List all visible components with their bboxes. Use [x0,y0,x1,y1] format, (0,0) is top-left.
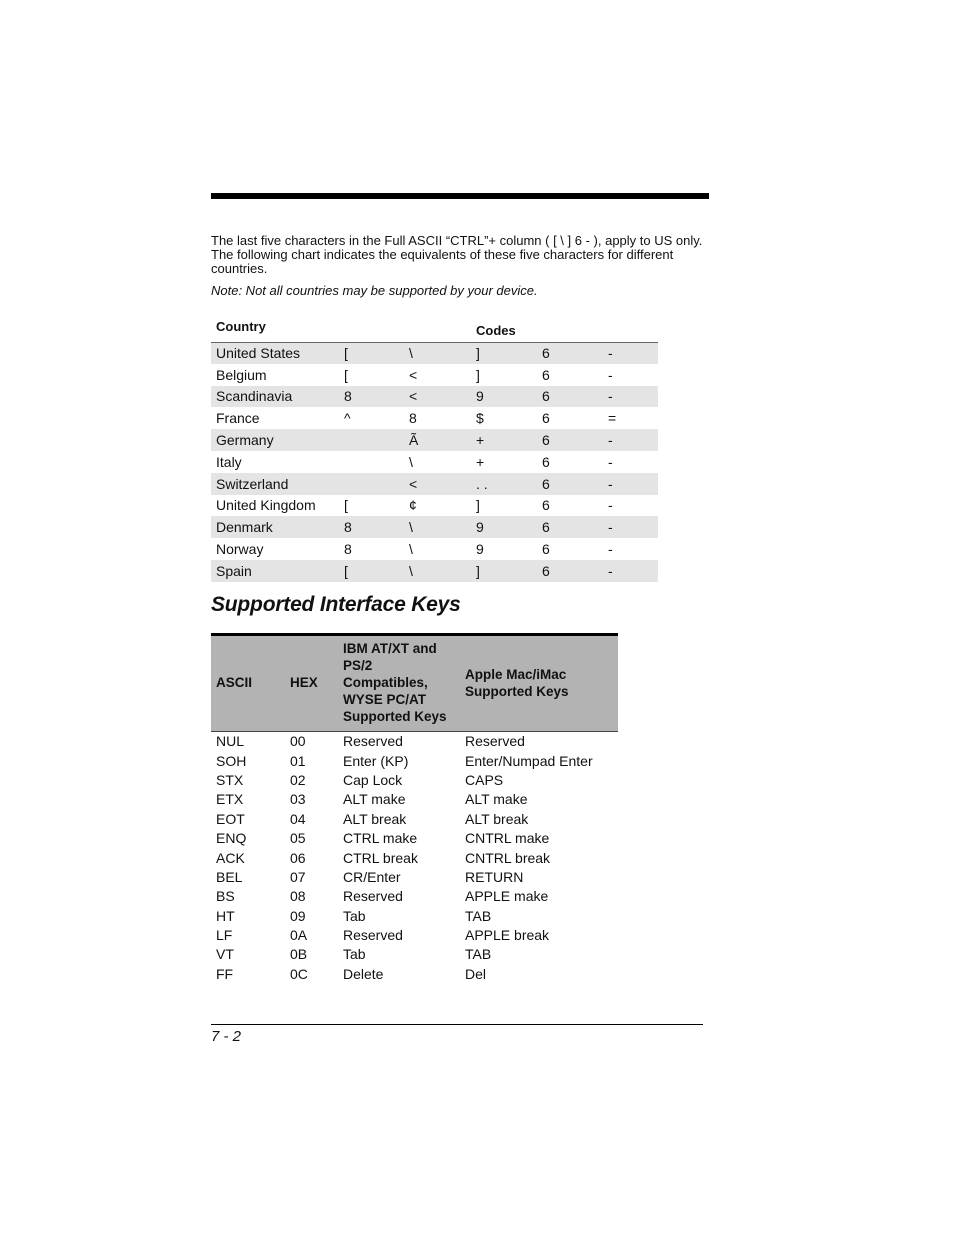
key-row-cell: Tab [343,907,366,924]
country-row [211,473,658,495]
country-row-cell: 6 [542,366,550,383]
country-row-cell: = [608,410,617,427]
key-row-cell: BS [216,888,235,905]
key-row-cell: STX [216,771,244,788]
key-row-cell: Reserved [343,733,403,750]
country-row-cell: United Kingdom [216,497,316,514]
country-row-cell: - [608,432,613,449]
country-table-header [211,318,658,342]
ibm-header: IBM AT/XT and PS/2 Compatibles, WYSE PC/AT Supported Keys [343,641,447,724]
country-row-cell: < [409,475,418,492]
note-text: Note: Not all countries may be supported by your device. [211,283,538,298]
page-number: 7 - 2 [211,1028,242,1045]
key-row-cell: Tab [343,946,366,963]
country-row-cell: [ [344,345,348,362]
country-row [211,560,658,582]
key-row [211,828,618,847]
country-row-cell: 8 [344,388,352,405]
country-row [211,364,658,386]
key-row-cell: ALT break [343,810,407,827]
country-row-cell: ] [476,562,480,579]
country-row [211,495,658,517]
key-row-cell: SOH [216,752,247,769]
key-row-cell: 05 [290,830,306,847]
key-row-cell: Cap Lock [343,771,403,788]
key-row-cell: Reserved [343,888,403,905]
hex-header: HEX [290,675,318,690]
country-row-cell: < [409,366,418,383]
key-row [211,732,618,751]
country-row-cell: 6 [542,432,550,449]
key-row-cell: Reserved [343,927,403,944]
country-row [211,538,658,560]
key-row-cell: Del [465,965,487,982]
country-row-cell: - [608,541,613,558]
country-row-cell: + [476,432,485,449]
key-row-cell: RETURN [465,868,524,885]
key-row-cell: 09 [290,907,306,924]
key-row-cell: 02 [290,771,306,788]
key-row-cell: Reserved [465,733,525,750]
country-row-cell: \ [409,562,413,579]
country-row-cell: < [409,388,418,405]
country-row-cell: 6 [542,519,550,536]
key-row-cell: ALT make [465,791,528,808]
key-row [211,790,618,809]
interface-keys-table [211,633,618,984]
key-row-cell: CAPS [465,771,504,788]
key-row [211,848,618,867]
key-row-cell: VT [216,946,234,963]
country-row-cell: [ [344,562,348,579]
key-row-cell: CTRL break [343,849,418,866]
country-row-cell: ^ [344,410,351,427]
country-row-cell: Scandinavia [216,388,293,405]
country-row [211,451,658,473]
country-row-cell: ] [476,366,480,383]
key-row-cell: Enter (KP) [343,752,409,769]
key-row-cell: HT [216,907,235,924]
country-row-cell: 6 [542,562,550,579]
intro-paragraph: The last five characters in the Full ASCII “CTRL”+ column ( [ \ ] 6 - ), apply to US only. The following chart indicates the equivalents of these five characters for different countries. [211,233,703,276]
key-row-cell: 08 [290,888,306,905]
country-codes-table [211,318,658,582]
key-row-cell: CR/Enter [343,868,401,885]
country-row-cell: 6 [542,410,550,427]
key-row [211,770,618,789]
country-row-cell: \ [409,519,413,536]
key-row-cell: BEL [216,868,243,885]
country-row-cell: ] [476,497,480,514]
key-row-cell: APPLE break [465,927,550,944]
apple-header: Apple Mac/iMac Supported Keys [465,666,569,699]
country-row [211,429,658,451]
country-row-cell: - [608,497,613,514]
country-row-cell: Belgium [216,366,267,383]
country-row-cell: 6 [542,453,550,470]
country-row-cell: 8 [409,410,417,427]
key-row-cell: TAB [465,907,492,924]
country-row-cell: Italy [216,453,242,470]
country-row-cell: 9 [476,541,484,558]
key-row-cell: CTRL make [343,830,418,847]
country-row-cell: \ [409,453,413,470]
country-row-cell: - [608,562,613,579]
key-row [211,906,618,925]
country-row [211,516,658,538]
country-row-cell: ¢ [409,497,417,514]
country-header: Country [216,319,266,334]
country-row-cell: 6 [542,497,550,514]
header-rule [211,193,709,199]
key-row-cell: CNTRL make [465,830,550,847]
key-row-cell: 0B [290,946,308,963]
key-row-cell: 06 [290,849,306,866]
key-row-cell: APPLE make [465,888,549,905]
country-row-cell: ] [476,345,480,362]
country-row-cell: \ [409,541,413,558]
key-row [211,964,618,983]
key-row-cell: 0A [290,927,308,944]
country-row-cell: Norway [216,541,264,558]
key-row [211,809,618,828]
country-row-cell: United States [216,345,301,362]
key-row-cell: ACK [216,849,245,866]
country-row-cell: Switzerland [216,475,289,492]
key-row [211,867,618,886]
key-row [211,887,618,906]
country-row-cell: [ [344,366,348,383]
country-row-cell: + [476,453,485,470]
key-row-cell: NUL [216,733,245,750]
country-row-cell [339,473,404,495]
country-row [211,342,658,364]
country-row-cell: 6 [542,541,550,558]
country-row-cell: Spain [216,562,252,579]
footer-rule [211,1024,703,1025]
country-row-cell: - [608,388,613,405]
country-row [211,407,658,429]
country-row-cell [339,429,404,451]
country-row-cell: . . [476,475,488,492]
key-row-cell: 07 [290,868,306,885]
country-row-cell: 6 [542,475,550,492]
country-row-cell: Ã [409,432,419,449]
country-row-cell: - [608,345,613,362]
key-row-cell: TAB [465,946,492,963]
country-row-cell: France [216,410,260,427]
country-row-cell: Germany [216,432,274,449]
country-row-cell: - [608,366,613,383]
country-row-cell: 8 [344,519,352,536]
blank-header [404,318,471,342]
key-row-cell: Enter/Numpad Enter [465,752,593,769]
country-row-cell: - [608,475,613,492]
country-row-cell: - [608,453,613,470]
country-row-cell: $ [476,410,484,427]
key-row-cell: ALT make [343,791,406,808]
key-row-cell: LF [216,927,233,944]
key-row-cell: ETX [216,791,244,808]
key-row-cell: 01 [290,752,306,769]
key-row [211,925,618,944]
country-row-cell: 9 [476,519,484,536]
section-title: Supported Interface Keys [211,593,461,616]
key-row [211,751,618,770]
country-row-cell: 9 [476,388,484,405]
key-row [211,945,618,964]
key-row-cell: 0C [290,965,308,982]
blank-header [339,318,404,342]
country-row [211,386,658,408]
key-row-cell: 00 [290,733,306,750]
country-row-cell [339,451,404,473]
country-row-cell: Denmark [216,519,273,536]
key-row-cell: 04 [290,810,306,827]
key-row-cell: CNTRL break [465,849,551,866]
country-row-cell: 6 [542,345,550,362]
country-row-cell: \ [409,345,413,362]
keys-table-header [211,635,618,732]
key-row-cell: ENQ [216,830,247,847]
key-row-cell: Delete [343,965,384,982]
country-row-cell: [ [344,497,348,514]
key-row-cell: FF [216,965,234,982]
country-row-cell: 8 [344,541,352,558]
key-row-cell: 03 [290,791,306,808]
ascii-header: ASCII [216,675,253,690]
country-row-cell: - [608,519,613,536]
codes-header: Codes [476,322,516,338]
country-row-cell: 6 [542,388,550,405]
key-row-cell: EOT [216,810,245,827]
key-row-cell: ALT break [465,810,529,827]
